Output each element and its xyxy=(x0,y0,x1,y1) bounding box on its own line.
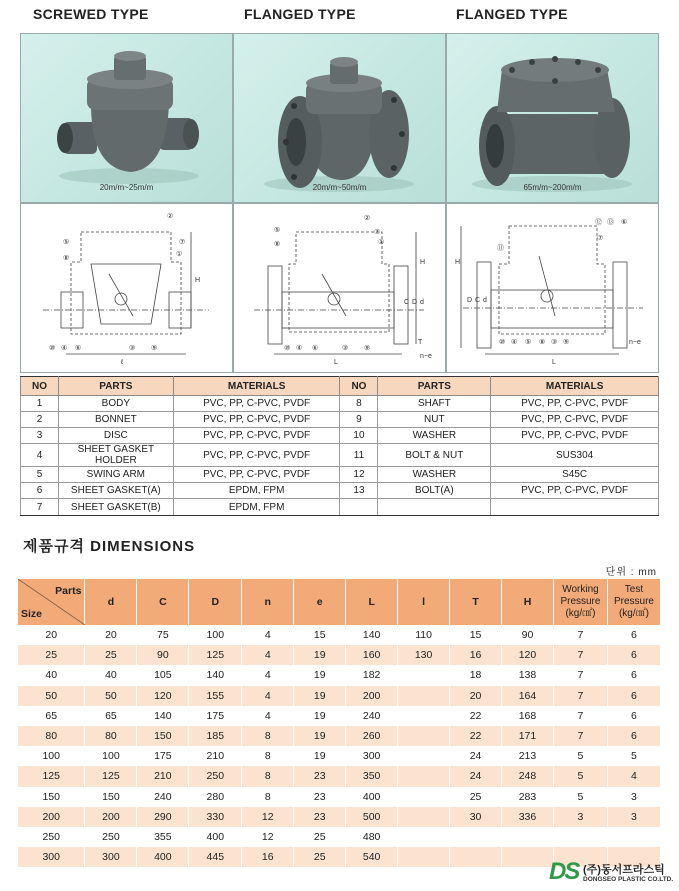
dimension-cell: 248 xyxy=(502,766,554,786)
dimensions-row xyxy=(18,686,661,706)
screwed-size-caption: 20m/m~25m/m xyxy=(99,183,154,192)
dimension-cell: 16 xyxy=(450,645,502,665)
dimensions-row xyxy=(18,726,661,746)
svg-text:D: D xyxy=(467,297,473,304)
dimension-cell xyxy=(398,686,450,706)
svg-text:⑩: ⑩ xyxy=(284,345,291,352)
dimension-cell: 6 xyxy=(607,726,660,746)
parts-table-header-row xyxy=(21,377,659,396)
parts-table-cell: 11 xyxy=(340,444,378,467)
header-c: C xyxy=(137,579,189,625)
svg-text:⑨: ⑨ xyxy=(563,339,570,346)
dimension-cell: 300 xyxy=(346,746,398,766)
dimension-cell: 105 xyxy=(137,665,189,685)
dimension-cell: 283 xyxy=(502,787,554,807)
test-pressure-line-2: Pressure xyxy=(613,596,654,607)
dimension-cell: 90 xyxy=(137,645,189,665)
parts-table-cell: SUS304 xyxy=(491,444,659,467)
size-cell: 125 xyxy=(18,766,85,786)
dimension-cell: 280 xyxy=(189,787,242,807)
parts-table-cell xyxy=(491,499,659,515)
dimension-cell: 12 xyxy=(242,807,294,827)
working-pressure-line-3: (kg/㎠) xyxy=(565,608,596,619)
dimension-cell: 20 xyxy=(85,625,137,645)
dimension-cell: 210 xyxy=(189,746,242,766)
header-parts-2: PARTS xyxy=(378,377,491,396)
dimension-cell: 400 xyxy=(137,847,189,867)
dimension-cell: 125 xyxy=(189,645,242,665)
parts-table-cell: PVC, PP, C-PVC, PVDF xyxy=(173,412,340,428)
dimension-cell xyxy=(398,787,450,807)
svg-text:L: L xyxy=(334,359,338,366)
parts-table-cell: SHEET GASKET(B) xyxy=(58,499,173,515)
size-cell: 80 xyxy=(18,726,85,746)
parts-table-cell: 12 xyxy=(340,467,378,483)
parts-table-cell: PVC, PP, C-PVC, PVDF xyxy=(173,396,340,412)
dimension-cell: 19 xyxy=(294,746,346,766)
dimension-cell: 500 xyxy=(346,807,398,827)
dimensions-header-row xyxy=(18,579,661,625)
parts-table-cell: PVC, PP, C-PVC, PVDF xyxy=(173,428,340,444)
dimension-cell: 5 xyxy=(607,746,660,766)
parts-table-cell: PVC, PP, C-PVC, PVDF xyxy=(173,444,340,467)
dimension-cell: 130 xyxy=(398,645,450,665)
svg-text:⑥: ⑥ xyxy=(621,219,628,226)
dimension-cell: 8 xyxy=(242,787,294,807)
svg-text:L: L xyxy=(552,359,556,366)
dimension-cell: 445 xyxy=(189,847,242,867)
dimensions-row xyxy=(18,807,661,827)
size-cell: 50 xyxy=(18,686,85,706)
dimensions-row xyxy=(18,625,661,645)
dimension-cell: 330 xyxy=(189,807,242,827)
parts-table-cell: PVC, PP, C-PVC, PVDF xyxy=(173,467,340,483)
dimension-cell: 213 xyxy=(502,746,554,766)
dimension-cell: 4 xyxy=(242,665,294,685)
parts-table-row xyxy=(21,444,659,467)
dimension-cell xyxy=(607,827,660,847)
dimension-cell: 5 xyxy=(553,766,607,786)
svg-text:d: d xyxy=(420,299,424,306)
parts-table-cell: DISC xyxy=(58,428,173,444)
dimension-cell: 182 xyxy=(346,665,398,685)
screwed-cross-section-drawing xyxy=(20,203,233,373)
parts-table-cell: WASHER xyxy=(378,428,491,444)
dimension-cell: 6 xyxy=(607,645,660,665)
dimension-cell: 23 xyxy=(294,766,346,786)
dimension-cell: 23 xyxy=(294,807,346,827)
svg-text:①: ① xyxy=(176,251,183,258)
dimensions-row xyxy=(18,827,661,847)
dimensions-title: 제품규격 DIMENSIONS xyxy=(23,538,196,555)
dimension-cell: 80 xyxy=(85,726,137,746)
svg-text:③: ③ xyxy=(129,345,136,352)
dimension-cell: 155 xyxy=(189,686,242,706)
dimension-cell: 100 xyxy=(189,625,242,645)
dimension-cell: 22 xyxy=(450,706,502,726)
flanged-type-title-1: FLANGED TYPE xyxy=(244,6,356,22)
dimension-cell: 140 xyxy=(346,625,398,645)
dimension-cell: 15 xyxy=(294,625,346,645)
parts-table-cell: 13 xyxy=(340,483,378,499)
dimension-cell xyxy=(398,706,450,726)
parts-table-cell: 5 xyxy=(21,467,59,483)
dimension-cell: 50 xyxy=(85,686,137,706)
corner-parts-label: Parts xyxy=(55,585,82,597)
parts-table-row xyxy=(21,428,659,444)
header-n: n xyxy=(242,579,294,625)
dimension-cell: 7 xyxy=(553,645,607,665)
dimension-cell: 240 xyxy=(346,706,398,726)
parts-table-cell: 9 xyxy=(340,412,378,428)
company-subtitle: DONGSEO PLASTIC CO.LTD. xyxy=(583,876,674,883)
dimension-cell xyxy=(398,807,450,827)
working-pressure-line-2: Pressure xyxy=(560,596,601,607)
corner-size-label: Size xyxy=(21,608,43,620)
dimension-cell: 18 xyxy=(450,665,502,685)
dimension-cell: 168 xyxy=(502,706,554,726)
dimension-cell: 6 xyxy=(607,706,660,726)
parts-table-cell: SWING ARM xyxy=(58,467,173,483)
test-pressure-line-1: Test xyxy=(624,584,644,595)
dimension-cell xyxy=(398,766,450,786)
parts-table-cell: PVC, PP, C-PVC, PVDF xyxy=(491,412,659,428)
svg-text:H: H xyxy=(455,259,461,266)
header-big-d: D xyxy=(189,579,242,625)
dimension-cell: 260 xyxy=(346,726,398,746)
size-cell: 100 xyxy=(18,746,85,766)
dimension-cell: 200 xyxy=(85,807,137,827)
dimension-cell: 25 xyxy=(450,787,502,807)
parts-materials-table xyxy=(20,376,659,516)
dimensions-row xyxy=(18,645,661,665)
parts-table-row xyxy=(21,467,659,483)
parts-table-cell: BODY xyxy=(58,396,173,412)
svg-text:⑦: ⑦ xyxy=(179,239,186,246)
dimension-cell: 200 xyxy=(346,686,398,706)
dimension-cell: 240 xyxy=(137,787,189,807)
flanged-large-size-caption: 65m/m~200m/m xyxy=(523,183,582,192)
logo-mark: DS xyxy=(549,858,579,885)
dimension-cell: 8 xyxy=(242,766,294,786)
dimension-cell: 7 xyxy=(553,665,607,685)
parts-table-cell: 3 xyxy=(21,428,59,444)
dimension-cell: 164 xyxy=(502,686,554,706)
svg-text:③: ③ xyxy=(551,339,558,346)
flanged-small-cross-section-drawing xyxy=(233,203,446,373)
parts-table-cell: EPDM, FPM xyxy=(173,483,340,499)
dimension-cell: 25 xyxy=(294,847,346,867)
parts-table-cell: BONNET xyxy=(58,412,173,428)
header-materials-1: MATERIALS xyxy=(173,377,340,396)
dimension-cell: 3 xyxy=(607,807,660,827)
parts-table-cell: 10 xyxy=(340,428,378,444)
svg-text:⑥: ⑥ xyxy=(312,345,319,352)
parts-table-cell: BOLT & NUT xyxy=(378,444,491,467)
dimension-cell: 350 xyxy=(346,766,398,786)
dimension-cell: 7 xyxy=(553,726,607,746)
size-cell: 25 xyxy=(18,645,85,665)
header-no-2: NO xyxy=(340,377,378,396)
dimension-cell: 24 xyxy=(450,746,502,766)
parts-table-cell: 2 xyxy=(21,412,59,428)
dimensions-row xyxy=(18,766,661,786)
parts-table-row xyxy=(21,412,659,428)
parts-table-cell: EPDM, FPM xyxy=(173,499,340,515)
parts-table-row xyxy=(21,483,659,499)
size-cell: 40 xyxy=(18,665,85,685)
dimension-cell: 540 xyxy=(346,847,398,867)
flanged-large-valve-photo xyxy=(446,33,659,203)
dimension-cell: 175 xyxy=(189,706,242,726)
dimension-cell: 250 xyxy=(85,827,137,847)
size-cell: 20 xyxy=(18,625,85,645)
parts-table-cell: 1 xyxy=(21,396,59,412)
parts-table-row xyxy=(21,396,659,412)
screwed-type-title: SCREWED TYPE xyxy=(33,6,149,22)
header-parts-1: PARTS xyxy=(58,377,173,396)
test-pressure-line-3: (kg/㎠) xyxy=(618,608,649,619)
svg-text:⑦: ⑦ xyxy=(597,235,604,242)
parts-table-cell: 4 xyxy=(21,444,59,467)
svg-text:⑩: ⑩ xyxy=(499,339,506,346)
dimension-cell: 3 xyxy=(553,807,607,827)
dimension-cell: 23 xyxy=(294,787,346,807)
dimension-cell: 100 xyxy=(85,746,137,766)
svg-text:d: d xyxy=(483,297,487,304)
svg-text:⑫: ⑫ xyxy=(595,219,602,226)
dimensions-row xyxy=(18,706,661,726)
dimension-cell xyxy=(398,665,450,685)
dimension-cell: 40 xyxy=(85,665,137,685)
dimension-cell: 30 xyxy=(450,807,502,827)
parts-table-cell: PVC, PP, C-PVC, PVDF xyxy=(491,483,659,499)
dimension-cell: 138 xyxy=(502,665,554,685)
dimension-cell: 175 xyxy=(137,746,189,766)
svg-text:C: C xyxy=(475,297,481,304)
header-small-l: l xyxy=(398,579,450,625)
svg-text:⑤: ⑤ xyxy=(63,239,70,246)
svg-text:⑧: ⑧ xyxy=(539,339,546,346)
dimension-cell xyxy=(398,726,450,746)
dimension-cell: 4 xyxy=(242,645,294,665)
dimension-cell: 6 xyxy=(607,625,660,645)
dimension-cell xyxy=(450,847,502,867)
parts-table-row xyxy=(21,499,659,515)
dimension-cell: 185 xyxy=(189,726,242,746)
header-no-1: NO xyxy=(21,377,59,396)
dimension-cell: 5 xyxy=(553,746,607,766)
dimension-cell xyxy=(450,827,502,847)
svg-text:n−e: n−e xyxy=(420,353,432,360)
parts-table-cell: S45C xyxy=(491,467,659,483)
dimension-cell: 120 xyxy=(137,686,189,706)
flanged-large-cross-section-drawing xyxy=(446,203,659,373)
svg-text:⑥: ⑥ xyxy=(75,345,82,352)
dimension-cell: 210 xyxy=(137,766,189,786)
svg-text:②: ② xyxy=(167,213,174,220)
svg-text:⑨: ⑨ xyxy=(151,345,158,352)
dimension-cell: 120 xyxy=(502,645,554,665)
dimension-cell: 75 xyxy=(137,625,189,645)
dimension-cell: 4 xyxy=(242,625,294,645)
dimension-cell: 12 xyxy=(242,827,294,847)
parts-table-cell: SHAFT xyxy=(378,396,491,412)
parts-table-cell: NUT xyxy=(378,412,491,428)
svg-text:C: C xyxy=(404,299,410,306)
svg-text:④: ④ xyxy=(511,339,518,346)
dimension-cell: 140 xyxy=(189,665,242,685)
dimension-cell: 150 xyxy=(137,726,189,746)
dimension-cell: 6 xyxy=(607,665,660,685)
dimension-cell: 355 xyxy=(137,827,189,847)
dimension-cell: 400 xyxy=(346,787,398,807)
dimension-cell xyxy=(398,847,450,867)
dimension-cell xyxy=(502,847,554,867)
svg-text:⑦: ⑦ xyxy=(374,229,381,236)
svg-text:H: H xyxy=(195,277,201,284)
svg-text:⑧: ⑧ xyxy=(63,255,70,262)
flanged-type-title-2: FLANGED TYPE xyxy=(456,6,568,22)
parts-table-cell xyxy=(340,499,378,515)
header-e: e xyxy=(294,579,346,625)
dimension-cell xyxy=(502,827,554,847)
dimension-cell: 19 xyxy=(294,706,346,726)
company-name: (주)동서프라스틱 xyxy=(583,864,665,876)
dimension-cell: 19 xyxy=(294,686,346,706)
header-h: H xyxy=(502,579,554,625)
parts-table-cell: WASHER xyxy=(378,467,491,483)
svg-text:②: ② xyxy=(364,215,371,222)
dimensions-table xyxy=(18,579,661,867)
dimension-cell: 400 xyxy=(189,827,242,847)
dimension-cell: 19 xyxy=(294,726,346,746)
svg-text:⑬: ⑬ xyxy=(607,219,614,226)
header-working-pressure xyxy=(553,579,607,625)
header-materials-2: MATERIALS xyxy=(491,377,659,396)
svg-text:n−e: n−e xyxy=(629,339,641,346)
svg-text:⑩: ⑩ xyxy=(49,345,56,352)
dimension-cell: 5 xyxy=(553,787,607,807)
parts-table-cell: PVC, PP, C-PVC, PVDF xyxy=(491,428,659,444)
dimension-cell: 480 xyxy=(346,827,398,847)
dimension-cell: 19 xyxy=(294,665,346,685)
svg-text:⑪: ⑪ xyxy=(497,245,504,252)
size-cell: 250 xyxy=(18,827,85,847)
dimension-cell: 8 xyxy=(242,726,294,746)
dimension-cell: 300 xyxy=(85,847,137,867)
working-pressure-line-1: Working xyxy=(562,584,599,595)
flanged-small-size-caption: 20m/m~50m/m xyxy=(312,183,367,192)
parts-table-cell: 8 xyxy=(340,396,378,412)
svg-text:⑤: ⑤ xyxy=(274,227,281,234)
dimension-cell: 6 xyxy=(607,686,660,706)
header-t: T xyxy=(450,579,502,625)
dongseo-logo xyxy=(549,858,679,888)
dimension-cell: 171 xyxy=(502,726,554,746)
size-cell: 65 xyxy=(18,706,85,726)
header-l: L xyxy=(346,579,398,625)
svg-text:④: ④ xyxy=(61,345,68,352)
svg-text:H: H xyxy=(420,259,426,266)
svg-text:T: T xyxy=(418,339,423,346)
dimension-cell: 22 xyxy=(450,726,502,746)
svg-text:D: D xyxy=(412,299,418,306)
dimension-cell: 16 xyxy=(242,847,294,867)
svg-text:⑧: ⑧ xyxy=(274,241,281,248)
dimension-cell: 4 xyxy=(242,686,294,706)
dimension-cell xyxy=(553,827,607,847)
parts-table-cell xyxy=(378,499,491,515)
dimension-cell: 90 xyxy=(502,625,554,645)
size-cell: 300 xyxy=(18,847,85,867)
dimension-cell: 4 xyxy=(607,766,660,786)
dimension-cell: 19 xyxy=(294,645,346,665)
parts-table-cell: BOLT(A) xyxy=(378,483,491,499)
dimension-cell: 24 xyxy=(450,766,502,786)
parts-table-cell: 7 xyxy=(21,499,59,515)
dimension-cell: 160 xyxy=(346,645,398,665)
dimension-cell: 25 xyxy=(85,645,137,665)
dimension-cell: 8 xyxy=(242,746,294,766)
parts-size-corner-cell xyxy=(18,579,85,625)
parts-table-cell: PVC, PP, C-PVC, PVDF xyxy=(491,396,659,412)
dimension-cell: 7 xyxy=(553,706,607,726)
dimension-cell: 150 xyxy=(85,787,137,807)
dimension-cell xyxy=(398,746,450,766)
dimensions-row xyxy=(18,787,661,807)
svg-text:③: ③ xyxy=(342,345,349,352)
dimension-cell xyxy=(398,827,450,847)
dimension-cell: 110 xyxy=(398,625,450,645)
parts-table-cell: SHEET GASKET(A) xyxy=(58,483,173,499)
svg-text:①: ① xyxy=(378,239,385,246)
svg-text:④: ④ xyxy=(296,345,303,352)
header-d: d xyxy=(85,579,137,625)
dimension-cell: 125 xyxy=(85,766,137,786)
dimension-cell: 7 xyxy=(553,686,607,706)
parts-table-cell: SHEET GASKET HOLDER xyxy=(58,444,173,467)
dimension-cell: 20 xyxy=(450,686,502,706)
svg-text:⑨: ⑨ xyxy=(364,345,371,352)
dimension-cell: 250 xyxy=(189,766,242,786)
svg-text:⑤: ⑤ xyxy=(525,339,532,346)
dimension-cell: 290 xyxy=(137,807,189,827)
parts-table-cell: 6 xyxy=(21,483,59,499)
unit-label: 단위 : mm xyxy=(605,567,657,578)
dimension-cell: 140 xyxy=(137,706,189,726)
dimensions-row xyxy=(18,746,661,766)
dimension-cell: 15 xyxy=(450,625,502,645)
dimension-cell: 4 xyxy=(242,706,294,726)
dimension-cell: 65 xyxy=(85,706,137,726)
size-cell: 200 xyxy=(18,807,85,827)
dimensions-row xyxy=(18,665,661,685)
svg-text:ℓ: ℓ xyxy=(121,359,124,366)
dimension-cell: 336 xyxy=(502,807,554,827)
screwed-valve-photo xyxy=(20,33,233,203)
dimension-cell: 3 xyxy=(607,787,660,807)
header-test-pressure xyxy=(607,579,660,625)
flanged-small-valve-photo xyxy=(233,33,446,203)
dimension-cell: 25 xyxy=(294,827,346,847)
dimension-cell: 7 xyxy=(553,625,607,645)
size-cell: 150 xyxy=(18,787,85,807)
